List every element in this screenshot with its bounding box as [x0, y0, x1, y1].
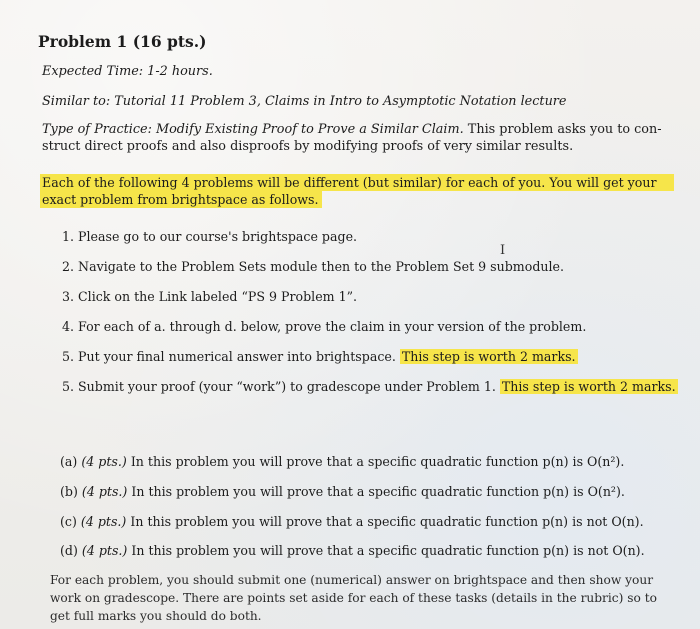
- part-points: (4 pts.): [81, 484, 128, 499]
- notice-line1: Each of the following 4 problems will be different (but similar) for each of you. You will get your: [42, 175, 657, 190]
- expected-time: Expected Time: 1-2 hours.: [42, 64, 213, 79]
- step-text: Submit your proof (your “work”) to gradescope under Problem 1.: [78, 379, 500, 394]
- footer-line1: For each problem, you should submit one (numerical) answer on brightspace and then show your: [50, 573, 654, 587]
- step-number: 4.: [62, 319, 75, 334]
- list-item: [62, 259, 564, 275]
- step-number: 2.: [62, 259, 75, 274]
- step-text: Put your final numerical answer into brightspace.: [78, 349, 400, 364]
- list-item: [62, 319, 586, 335]
- footer-line2: work on gradescope. There are points set aside for each of these tasks (details in the rubric) so to: [50, 591, 657, 605]
- part-text: In this problem you will prove that a specific quadratic function p(n) is not O(n).: [131, 543, 645, 558]
- part-text: In this problem you will prove that a specific quadratic function p(n) is O(n²).: [131, 484, 625, 499]
- list-item: [62, 229, 357, 245]
- text-cursor-icon: I: [500, 243, 506, 258]
- type-of-practice-label: Type of Practice: Modify Existing Proof to Prove a Similar Claim.: [42, 122, 464, 137]
- step-number: 5.: [62, 379, 75, 394]
- step-number: 5.: [62, 349, 75, 364]
- part-label: (a): [60, 454, 78, 469]
- part-label: (b): [60, 484, 78, 499]
- step-highlight: This step is worth 2 marks.: [501, 379, 676, 394]
- list-item: [62, 379, 678, 395]
- step-text: For each of a. through d. below, prove the claim in your version of the problem.: [78, 319, 587, 334]
- type-of-practice-line1: [42, 122, 662, 138]
- part-item: [60, 543, 645, 559]
- problem-title: Problem 1 (16 pts.): [38, 32, 207, 51]
- part-text: In this problem you will prove that a specific quadratic function p(n) is not O(n).: [130, 514, 644, 529]
- part-item: [60, 484, 625, 500]
- footer-line3: get full marks you should do both.: [50, 609, 262, 623]
- part-label: (c): [60, 514, 77, 529]
- part-item: [60, 514, 644, 530]
- part-points: (4 pts.): [81, 454, 127, 469]
- type-of-practice-line2: struct direct proofs and also disproofs by modifying proofs of very similar results.: [42, 139, 574, 154]
- step-highlight: This step is worth 2 marks.: [401, 349, 576, 364]
- similar-to: Similar to: Tutorial 11 Problem 3, Claims in Intro to Asymptotic Notation lecture: [42, 94, 567, 109]
- part-text: In this problem you will prove that a specific quadratic function p(n) is O(n²).: [130, 454, 625, 469]
- step-text: Click on the Link labeled “PS 9 Problem 1”.: [78, 289, 358, 304]
- part-label: (d): [60, 543, 78, 558]
- step-text: Navigate to the Problem Sets module then to the Problem Set 9 submodule.: [78, 259, 564, 274]
- step-number: 3.: [62, 289, 75, 304]
- part-points: (4 pts.): [80, 514, 127, 529]
- type-of-practice-rest: This problem asks you to con-: [463, 122, 662, 137]
- part-points: (4 pts.): [81, 543, 128, 558]
- step-text: Please go to our course's brightspace page.: [78, 229, 358, 244]
- list-item: [62, 289, 357, 305]
- step-number: 1.: [62, 229, 75, 244]
- notice-line2: exact problem from brightspace as follows.: [42, 192, 319, 207]
- part-item: [60, 454, 624, 470]
- list-item: [62, 349, 578, 365]
